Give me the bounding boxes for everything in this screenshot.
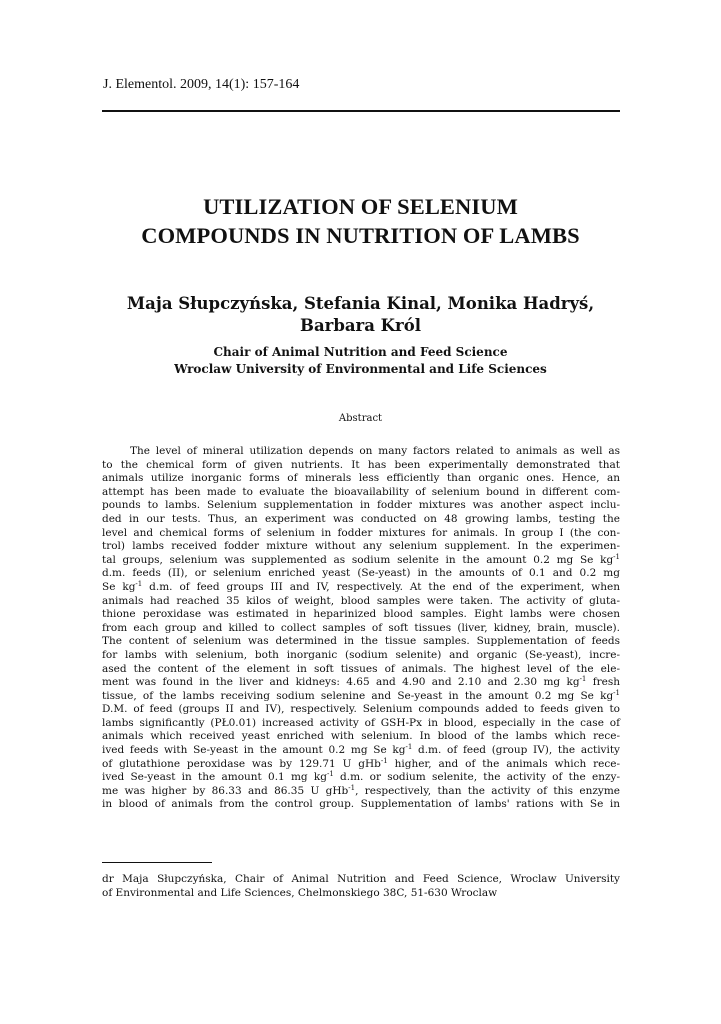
- superscript: -1: [135, 579, 143, 588]
- abstract-line: attempt has been made to evaluate the bioavailability of selenium bound in different com-: [102, 485, 620, 498]
- abstract-line: from each group and killed to collect samples of soft tissues (liver, kidney, brain, muscle).: [102, 621, 620, 634]
- abstract-line: [102, 690, 620, 704]
- superscript: -1: [613, 688, 620, 697]
- abstract-line: [102, 676, 620, 690]
- abstract-heading: Abstract: [338, 413, 383, 424]
- abstract-line: pounds to lambs. Selenium supplementation in fodder mixtures was another aspect inclu-: [102, 499, 620, 512]
- author-list: [90, 293, 631, 337]
- affiliation-line-2: Wroclaw University of Environmental and Life Sciences: [174, 362, 547, 376]
- footnote: [102, 872, 620, 900]
- abstract-line: thione peroxidase was estimated in heparinized blood samples. Eight lambs were chosen: [102, 608, 620, 621]
- abstract-line: to the chemical form of given nutrients. It has been experimentally demonstrated that: [102, 458, 620, 471]
- journal-reference: J. Elementol. 2009, 14(1): 157-164: [103, 77, 300, 92]
- text-run: of glutathione peroxidase was by 129.71 U gHb: [102, 757, 381, 770]
- superscript: -1: [405, 743, 413, 752]
- authors-line-2: Barbara Król: [300, 316, 421, 335]
- text-run: , respectively, than the activity of this enzyme: [355, 784, 620, 797]
- text-run: fresh: [586, 676, 621, 689]
- abstract-line: for lambs with selenium, both inorganic (sodium selenite) and organic (Se-yeast), incre-: [102, 648, 620, 661]
- text-run: d.m. of feed groups III and IV, respectively. At the end of the experiment, when: [142, 580, 620, 593]
- text-run: higher, and of the animals which rece-: [387, 757, 620, 770]
- paper-title: [90, 192, 631, 250]
- text-run: ment was found in the liver and kidneys: 4.65 and 4.90 and 2.10 and 2.30 mg kg: [102, 676, 580, 689]
- text-run: d.m. or sodium selenite, the activity of the enzy-: [333, 771, 620, 784]
- abstract-line: [102, 744, 620, 758]
- abstract-line: [102, 554, 620, 568]
- abstract-line: level and chemical forms of selenium in fodder mixtures for animals. In group I (the con-: [102, 526, 620, 539]
- footnote-line-2: of Environmental and Life Sciences, Chelmonskiego 38C, 51-630 Wroclaw: [102, 887, 498, 899]
- abstract-line: [102, 758, 620, 772]
- abstract-line: animals which received yeast enriched with selenium. In blood of the lambs which rece-: [102, 730, 620, 743]
- text-run: tissue, of the lambs receiving sodium selenine and Se-yeast in the amount 0.2 mg Se kg: [102, 689, 614, 702]
- header-rule: [102, 110, 620, 112]
- abstract-line: animals utilize inorganic forms of minerals less efficiently than organic ones. Hence, an: [102, 472, 620, 485]
- abstract-line: lambs significantly (PŁ0.01) increased activity of GSH-Px in blood, especially in the case of: [102, 716, 620, 729]
- text-run: Se kg: [102, 580, 136, 593]
- abstract-line: D.M. of feed (groups II and IV), respectively. Selenium compounds added to feeds given to: [102, 703, 620, 716]
- abstract-line: ased the content of the element in soft tissues of animals. The highest level of the ele-: [102, 662, 620, 675]
- superscript: -1: [326, 770, 334, 779]
- abstract-line: d.m. feeds (II), or selenium enriched yeast (Se-yeast) in the amounts of 0.1 and 0.2 mg: [102, 567, 620, 580]
- title-line-1: UTILIZATION OF SELENIUM: [203, 194, 518, 219]
- abstract-line: trol) lambs received fodder mixture without any selenium supplement. In the experimen-: [102, 540, 620, 553]
- text-run: tal groups, selenium was supplemented as sodium selenite in the amount 0.2 mg Se kg: [102, 553, 614, 566]
- superscript: -1: [348, 783, 356, 792]
- superscript: -1: [579, 675, 587, 684]
- abstract-line: The level of mineral utilization depends on many factors related to animals as well as: [130, 445, 620, 457]
- affiliation: [90, 344, 631, 378]
- title-line-2: COMPOUNDS IN NUTRITION OF LAMBS: [141, 223, 580, 248]
- text-run: ived feeds with Se-yeast in the amount 0.2 mg Se kg: [102, 744, 406, 757]
- text-run: d.m. of feed (group IV), the activity: [412, 744, 620, 757]
- affiliation-line-1: Chair of Animal Nutrition and Feed Science: [213, 345, 508, 359]
- abstract-line: [102, 581, 620, 595]
- authors-line-1: Maja Słupczyńska, Stefania Kinal, Monika Hadryś,: [126, 294, 595, 313]
- footnote-line-1: dr Maja Słupczyńska, Chair of Animal Nutrition and Feed Science, Wroclaw University: [102, 873, 620, 885]
- abstract-line: ded in our tests. Thus, an experiment was conducted on 48 growing lambs, testing the: [102, 512, 620, 525]
- text-run: ived Se-yeast in the amount 0.1 mg kg: [102, 771, 327, 784]
- text-run: me was higher by 86.33 and 86.35 U gHb: [102, 784, 349, 797]
- superscript: -1: [613, 552, 620, 561]
- abstract-line: The content of selenium was determined in the tissue samples. Supplementation of feeds: [102, 635, 620, 648]
- abstract-line: [102, 785, 620, 799]
- superscript: -1: [380, 756, 388, 765]
- abstract-body: [102, 445, 620, 812]
- abstract-line: in blood of animals from the control group. Supplementation of lambs' rations with Se in: [102, 798, 620, 811]
- abstract-line: animals had reached 35 kilos of weight, blood samples were taken. The activity of gluta-: [102, 594, 620, 607]
- abstract-line: [102, 771, 620, 785]
- footnote-rule: [102, 862, 212, 863]
